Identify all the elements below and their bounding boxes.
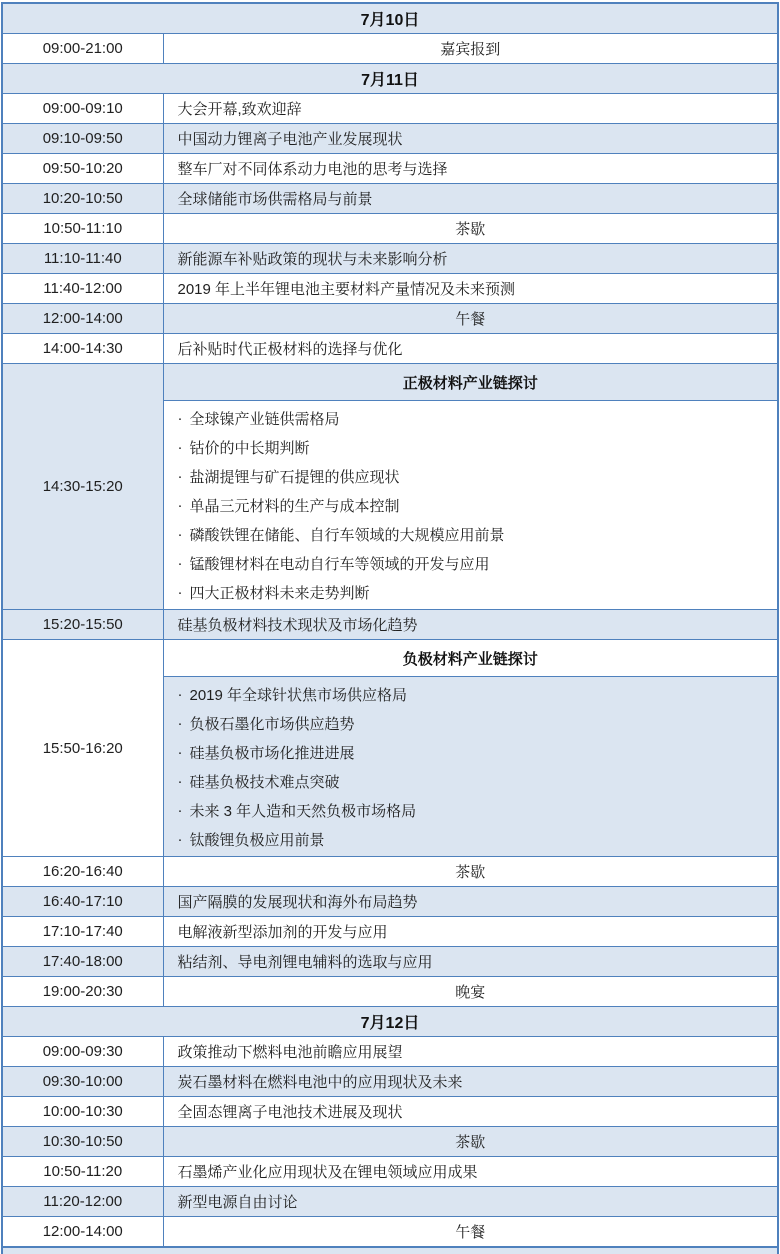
schedule-row [2, 947, 778, 977]
session-text-cell: 国产隔膜的发展现状和海外布局趋势 [163, 887, 778, 917]
time-cell: 10:50-11:20 [2, 1157, 163, 1187]
schedule-row [2, 1097, 778, 1127]
time-cell: 19:00-20:30 [2, 977, 163, 1007]
bullet-icon: · [177, 526, 183, 543]
bullet-item [164, 578, 778, 607]
session-text-cell: 中国动力锂离子电池产业发展现状 [163, 124, 778, 154]
time-cell: 09:00-21:00 [2, 34, 163, 64]
time-cell: 09:30-10:00 [2, 1067, 163, 1097]
schedule-row [2, 917, 778, 947]
session-text-cell: 政策推动下燃料电池前瞻应用展望 [163, 1037, 778, 1067]
bullet-item-label: 全球镍产业链供需格局 [189, 411, 340, 428]
session-title: 负极材料产业链探讨 [163, 640, 778, 677]
bullet-item [164, 520, 778, 549]
bullet-item-label: 未来 3 年人造和天然负极市场格局 [189, 803, 417, 820]
schedule-row [2, 1157, 778, 1187]
bullet-icon: · [177, 686, 183, 703]
time-cell: 12:00-14:00 [2, 1217, 163, 1247]
day-header-row [2, 3, 778, 34]
schedule-row [2, 304, 778, 334]
bullet-item-label: 钴价的中长期判断 [189, 440, 310, 457]
day-header-row [2, 1007, 778, 1037]
bullet-item [164, 680, 778, 709]
bullet-item-label: 钛酸锂负极应用前景 [189, 832, 325, 849]
session-title: 正极材料产业链探讨 [163, 364, 778, 401]
day-header-label: 7月11日 [2, 64, 778, 94]
bullet-icon: · [177, 468, 183, 485]
bullet-icon: · [177, 831, 183, 848]
schedule-row [2, 1037, 778, 1067]
bullet-item [164, 825, 778, 854]
day-header-label: 7月12日 [2, 1007, 778, 1037]
schedule-row [2, 334, 778, 364]
bullet-icon: · [177, 555, 183, 572]
bullet-item [164, 404, 778, 433]
session-text-cell: 后补贴时代正极材料的选择与优化 [163, 334, 778, 364]
schedule-row [2, 1187, 778, 1217]
schedule-row [2, 34, 778, 64]
bullet-item-label: 单晶三元材料的生产与成本控制 [189, 498, 400, 515]
schedule-row [2, 214, 778, 244]
time-cell: 10:00-10:30 [2, 1097, 163, 1127]
session-text-cell: 2019 年上半年锂电池主要材料产量情况及未来预测 [163, 274, 778, 304]
cutoff-next-row [1, 1248, 779, 1254]
schedule-row [2, 857, 778, 887]
time-cell: 14:30-15:20 [2, 364, 163, 610]
session-header-row [2, 640, 778, 677]
bullet-item-label: 硅基负极技术难点突破 [189, 774, 340, 791]
time-cell: 09:50-10:20 [2, 154, 163, 184]
schedule-row [2, 274, 778, 304]
time-cell: 17:10-17:40 [2, 917, 163, 947]
day-header-row [2, 64, 778, 94]
schedule-row [2, 610, 778, 640]
schedule-row [2, 154, 778, 184]
schedule-row [2, 1067, 778, 1097]
session-text-cell: 新能源车补贴政策的现状与未来影响分析 [163, 244, 778, 274]
time-cell: 10:50-11:10 [2, 214, 163, 244]
bullet-item [164, 796, 778, 825]
bullet-item-label: 负极石墨化市场供应趋势 [189, 716, 355, 733]
session-text-cell: 晚宴 [163, 977, 778, 1007]
bullet-icon: · [177, 439, 183, 456]
session-text-cell: 茶歇 [163, 1127, 778, 1157]
schedule-row [2, 1127, 778, 1157]
time-cell: 10:30-10:50 [2, 1127, 163, 1157]
bullet-item [164, 462, 778, 491]
session-text-cell: 全固态锂离子电池技术进展及现状 [163, 1097, 778, 1127]
bullet-item-label: 磷酸铁锂在储能、自行车领域的大规模应用前景 [189, 527, 505, 544]
session-items-cell [163, 677, 778, 857]
bullet-item [164, 738, 778, 767]
schedule-row [2, 124, 778, 154]
bullet-item [164, 709, 778, 738]
session-text-cell: 午餐 [163, 1217, 778, 1247]
schedule-table-body [2, 3, 778, 1247]
bullet-item [164, 549, 778, 578]
time-cell: 12:00-14:00 [2, 304, 163, 334]
time-cell: 11:10-11:40 [2, 244, 163, 274]
session-text-cell: 大会开幕,致欢迎辞 [163, 94, 778, 124]
time-cell: 09:00-09:10 [2, 94, 163, 124]
session-text-cell: 整车厂对不同体系动力电池的思考与选择 [163, 154, 778, 184]
session-text-cell: 硅基负极材料技术现状及市场化趋势 [163, 610, 778, 640]
session-items-cell [163, 401, 778, 610]
time-cell: 09:00-09:30 [2, 1037, 163, 1067]
bullet-item-label: 盐湖提锂与矿石提锂的供应现状 [189, 469, 400, 486]
schedule-row [2, 1217, 778, 1247]
schedule-row [2, 244, 778, 274]
day-header-label: 7月10日 [2, 3, 778, 34]
schedule-row [2, 977, 778, 1007]
session-header-row [2, 364, 778, 401]
bullet-icon: · [177, 744, 183, 761]
session-text-cell: 茶歇 [163, 857, 778, 887]
session-text-cell: 石墨烯产业化应用现状及在锂电领域应用成果 [163, 1157, 778, 1187]
schedule-table [1, 2, 779, 1248]
bullet-item-label: 四大正极材料未来走势判断 [189, 585, 370, 602]
bullet-item [164, 767, 778, 796]
session-text-cell: 电解液新型添加剂的开发与应用 [163, 917, 778, 947]
session-text-cell: 新型电源自由讨论 [163, 1187, 778, 1217]
bullet-item [164, 433, 778, 462]
time-cell: 17:40-18:00 [2, 947, 163, 977]
session-text-cell: 炭石墨材料在燃料电池中的应用现状及未来 [163, 1067, 778, 1097]
bullet-icon: · [177, 584, 183, 601]
schedule-row [2, 887, 778, 917]
time-cell: 15:20-15:50 [2, 610, 163, 640]
schedule-row [2, 184, 778, 214]
bullet-icon: · [177, 802, 183, 819]
bullet-icon: · [177, 773, 183, 790]
session-text-cell: 粘结剂、导电剂锂电辅料的选取与应用 [163, 947, 778, 977]
bullet-icon: · [177, 497, 183, 514]
time-cell: 10:20-10:50 [2, 184, 163, 214]
session-text-cell: 茶歇 [163, 214, 778, 244]
time-cell: 11:20-12:00 [2, 1187, 163, 1217]
bullet-item-label: 锰酸锂材料在电动自行车等领域的开发与应用 [189, 556, 490, 573]
bullet-icon: · [177, 715, 183, 732]
bullet-item-label: 硅基负极市场化推进进展 [189, 745, 355, 762]
time-cell: 14:00-14:30 [2, 334, 163, 364]
session-text-cell: 午餐 [163, 304, 778, 334]
bullet-item-label: 2019 年全球针状焦市场供应格局 [189, 687, 408, 704]
session-text-cell: 嘉宾报到 [163, 34, 778, 64]
time-cell: 16:20-16:40 [2, 857, 163, 887]
bullet-icon: · [177, 410, 183, 427]
time-cell: 11:40-12:00 [2, 274, 163, 304]
session-text-cell: 全球储能市场供需格局与前景 [163, 184, 778, 214]
time-cell: 16:40-17:10 [2, 887, 163, 917]
time-cell: 15:50-16:20 [2, 640, 163, 857]
bullet-item [164, 491, 778, 520]
schedule-row [2, 94, 778, 124]
time-cell: 09:10-09:50 [2, 124, 163, 154]
